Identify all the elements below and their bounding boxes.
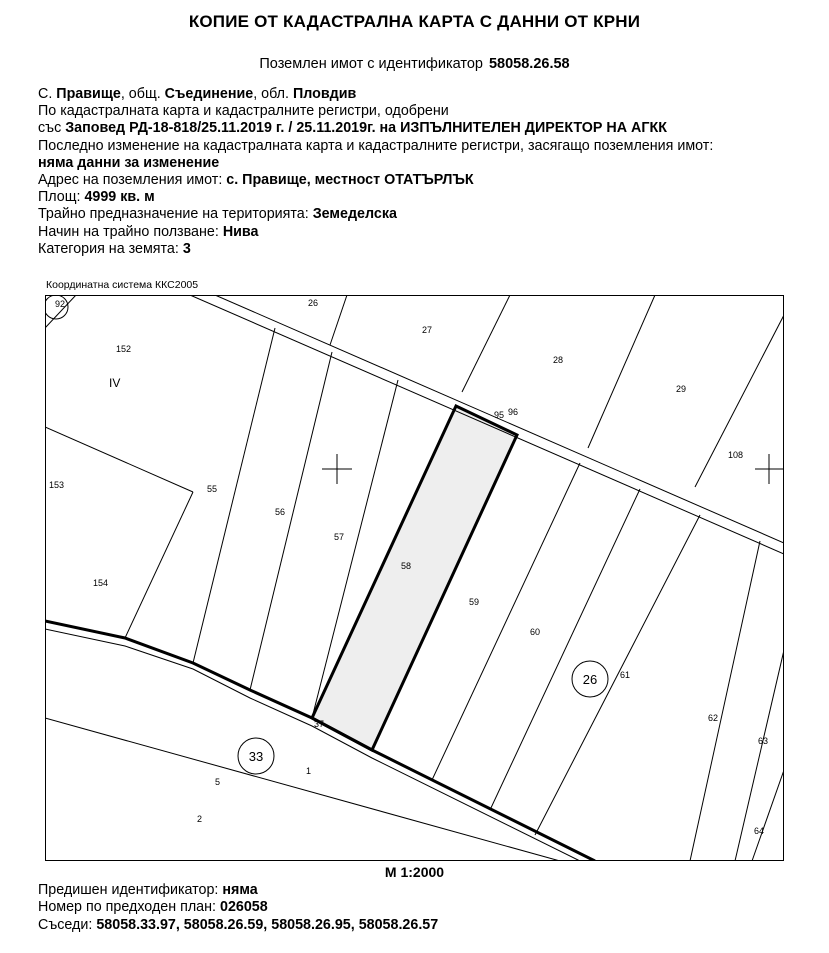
address-line: [38, 172, 818, 189]
identifier-value: 58058.26.58: [488, 56, 570, 72]
usage-line: [38, 224, 818, 241]
previous-plan-label: Номер по предходен план:: [38, 899, 217, 916]
category-label: Категория на земята:: [38, 240, 179, 257]
parcel-label-64: 64: [754, 826, 765, 836]
address-label: Адрес на поземления имот:: [38, 172, 223, 189]
parcel-label-95: 95: [494, 410, 505, 420]
parcel-line-l2: [125, 492, 193, 638]
parcel-line-64-edge: [752, 770, 784, 861]
last-change-label: Последно изменение на кадастралната карта и кадастралните регистри, засягащо поземления имот:: [38, 137, 714, 154]
area-value: 4999 кв. м: [84, 189, 155, 206]
parcel-line-29-108: [695, 315, 784, 487]
map-scale: М 1:2000: [384, 864, 445, 880]
village-name: Правище: [56, 86, 121, 102]
parcel-label-1: 1: [306, 766, 312, 776]
category-value: 3: [182, 240, 191, 257]
parcel-label-92: 92: [55, 299, 66, 309]
parcel-line-61-62: [535, 515, 700, 835]
previous-plan-value: 026058: [220, 899, 268, 916]
area-line: [38, 189, 818, 206]
purpose-label: Трайно предназначение на територията:: [38, 206, 309, 223]
usage-label: Начин на трайно ползване:: [38, 223, 219, 240]
identifier-label: Поземлен имот с идентификатор: [259, 56, 483, 72]
parcel-line-55-56: [193, 328, 275, 663]
parcel-label-26: 26: [308, 298, 319, 308]
parcel-label-96: 96: [508, 407, 519, 417]
parcel-label-56: 56: [275, 507, 286, 517]
property-identifier-line: [0, 56, 829, 72]
order-line: [38, 120, 818, 137]
parcel-label-28: 28: [553, 355, 564, 365]
circle-label-26: 26: [582, 672, 598, 687]
neighbours-line: [38, 917, 438, 934]
neighbours-label: Съседи:: [38, 916, 93, 933]
previous-id-line: [38, 882, 438, 899]
category-line: [38, 241, 818, 258]
page-title: КОПИЕ ОТ КАДАСТРАЛНА КАРТА С ДАННИ ОТ КРНИ: [188, 12, 641, 31]
parcel-line-l1: [45, 427, 193, 492]
usage-value: Нива: [222, 223, 259, 240]
parcel-line-56-57: [250, 352, 332, 690]
parcel-label-27: 27: [422, 325, 433, 335]
parcel-label-57: 57: [334, 532, 345, 542]
parcel-label-108: 108: [728, 450, 744, 460]
subject-parcel-58[interactable]: [312, 406, 517, 750]
previous-id-label: Предишен идентификатор:: [38, 882, 219, 898]
parcel-label-37: 37: [314, 719, 325, 729]
region-name: Пловдив: [292, 86, 357, 102]
parcel-label-63: 63: [758, 736, 769, 746]
parcel-label-153: 153: [49, 480, 65, 490]
address-value: с. Правище, местност ОТАТЪРЛЪК: [226, 172, 474, 189]
previous-plan-line: [38, 899, 438, 916]
parcel-label-29: 29: [676, 384, 687, 394]
neighbours-value: 58058.33.97, 58058.26.59, 58058.26.95, 58058.26.57: [96, 916, 439, 933]
parcel-label-61: 61: [620, 670, 631, 680]
footer-info: [38, 882, 438, 934]
parcel-label-55: 55: [207, 484, 218, 494]
approved-line: По кадастралната карта и кадастралните регистри, одобрени: [38, 103, 449, 120]
municipality-prefix: , общ.: [120, 86, 161, 102]
parcel-label-2: 2: [197, 814, 203, 824]
cadastral-map: [45, 295, 784, 861]
last-change-value: няма данни за изменение: [38, 154, 220, 171]
coordinate-system-label: Координатна система ККС2005: [46, 279, 199, 291]
parcel-line-60-61: [490, 489, 640, 810]
purpose-line: [38, 206, 818, 223]
previous-id-value: няма: [222, 882, 258, 898]
parcel-label-58: 58: [401, 561, 412, 571]
parcel-line-26-27: [330, 295, 347, 345]
parcel-label-5: 5: [215, 777, 221, 787]
parcel-line-27-28: [462, 295, 510, 392]
property-info: [38, 86, 818, 258]
area-label: Площ:: [38, 189, 81, 206]
parcel-label-60: 60: [530, 627, 541, 637]
parcel-label-62: 62: [708, 713, 719, 723]
order-value: Заповед РД-18-818/25.11.2019 г. / 25.11.2019г. на ИЗПЪЛНИТЕЛЕН ДИРЕКТОР НА АГКК: [65, 120, 667, 137]
parcel-line-28-29: [588, 295, 655, 448]
village-prefix: С.: [38, 86, 53, 102]
order-prefix: със: [38, 120, 62, 137]
municipality-name: Съединение: [164, 86, 254, 102]
circle-label-33: 33: [248, 749, 264, 764]
location-line: [38, 86, 818, 103]
zone-label-iv: IV: [109, 376, 121, 390]
region-prefix: , обл.: [253, 86, 289, 102]
purpose-value: Земеделска: [312, 206, 397, 223]
parcel-line-1-2: [45, 718, 560, 861]
parcel-label-152: 152: [116, 344, 132, 354]
road-line-lower: [45, 629, 580, 861]
parcel-label-59: 59: [469, 597, 480, 607]
parcel-label-154: 154: [93, 578, 109, 588]
parcel-line-62-63: [690, 541, 760, 861]
